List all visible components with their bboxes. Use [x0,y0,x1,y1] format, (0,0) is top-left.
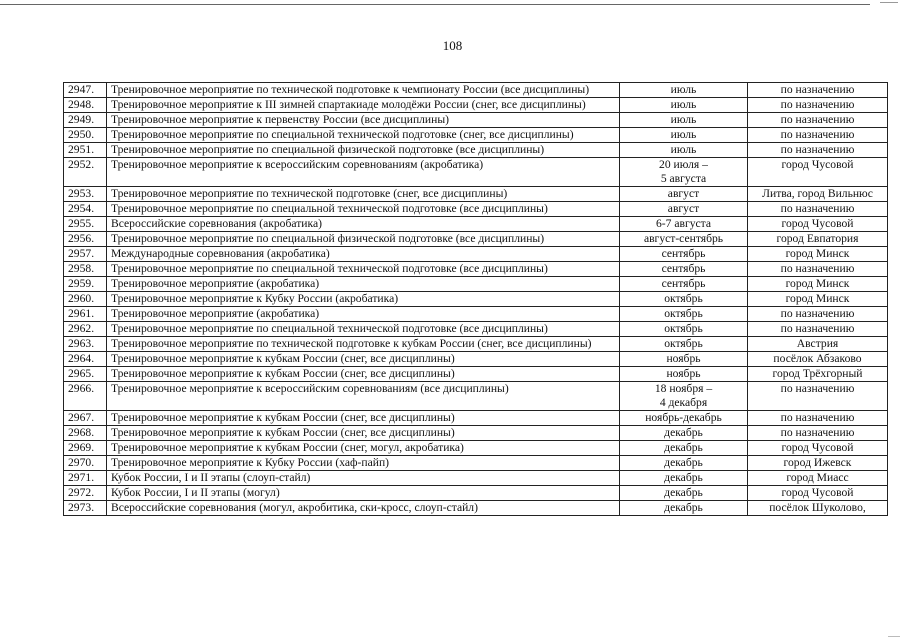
event-date: август-сентябрь [620,232,748,247]
event-date: декабрь [620,441,748,456]
event-date: июль [620,143,748,158]
event-place: посёлок Шуколово, [748,501,888,516]
event-date: декабрь [620,501,748,516]
event-place: по назначению [748,202,888,217]
event-place: по назначению [748,426,888,441]
corner-mark [880,0,905,4]
table-row [64,411,888,426]
event-place: по назначению [748,411,888,426]
event-date: сентябрь [620,262,748,277]
event-name: Тренировочное мероприятие по технической подготовке (снег, все дисциплины) [107,187,620,202]
row-number: 2955. [64,217,107,232]
event-place: город Чусовой [748,486,888,501]
table-row [64,501,888,516]
row-number: 2952. [64,158,107,187]
event-name: Тренировочное мероприятие по специальной технической подготовке (все дисциплины) [107,262,620,277]
event-place: Литва, город Вильнюс [748,187,888,202]
event-place: город Ижевск [748,456,888,471]
event-place: по назначению [748,113,888,128]
event-name: Тренировочное мероприятие к кубкам России (снег, все дисциплины) [107,411,620,426]
event-name: Тренировочное мероприятие к первенству России (все дисциплины) [107,113,620,128]
row-number: 2968. [64,426,107,441]
row-number: 2972. [64,486,107,501]
event-date: август [620,202,748,217]
row-number: 2956. [64,232,107,247]
table-row [64,352,888,367]
table-row [64,441,888,456]
row-number: 2957. [64,247,107,262]
event-date: ноябрь-декабрь [620,411,748,426]
event-date: октябрь [620,337,748,352]
event-place: посёлок Абзаково [748,352,888,367]
event-place: город Чусовой [748,217,888,232]
schedule-table [63,82,888,516]
row-number: 2953. [64,187,107,202]
event-place: город Евпатория [748,232,888,247]
event-place: по назначению [748,307,888,322]
row-number: 2958. [64,262,107,277]
row-number: 2967. [64,411,107,426]
row-number: 2949. [64,113,107,128]
row-number: 2950. [64,128,107,143]
event-place: по назначению [748,98,888,113]
event-date: ноябрь [620,367,748,382]
schedule-body [64,83,888,516]
row-number: 2962. [64,322,107,337]
row-number: 2964. [64,352,107,367]
event-date: 18 ноября – 4 декабря [620,382,748,411]
event-name: Тренировочное мероприятие к кубкам России (снег, все дисциплины) [107,367,620,382]
event-place: по назначению [748,382,888,411]
table-row [64,98,888,113]
event-name: Тренировочное мероприятие по специальной технической подготовке (все дисциплины) [107,322,620,337]
table-row [64,247,888,262]
table-row [64,486,888,501]
event-date: июль [620,128,748,143]
table-row [64,456,888,471]
table-row [64,143,888,158]
event-date: сентябрь [620,247,748,262]
event-name: Тренировочное мероприятие к кубкам России (снег, могул, акробатика) [107,441,620,456]
row-number: 2960. [64,292,107,307]
row-number: 2971. [64,471,107,486]
event-name: Тренировочное мероприятие по специальной технической подготовке (снег, все дисциплины) [107,128,620,143]
event-name: Тренировочное мероприятие к кубкам России (снег, все дисциплины) [107,426,620,441]
event-place: город Миасс [748,471,888,486]
page-number: 108 [442,38,463,53]
row-number: 2951. [64,143,107,158]
row-number: 2954. [64,202,107,217]
event-place: по назначению [748,83,888,98]
event-date: декабрь [620,486,748,501]
event-date: октябрь [620,307,748,322]
event-name: Тренировочное мероприятие к III зимней спартакиаде молодёжи России (снег, все дисциплины) [107,98,620,113]
event-name: Тренировочное мероприятие по специальной физической подготовке (все дисциплины) [107,143,620,158]
event-name: Тренировочное мероприятие по специальной технической подготовке (все дисциплины) [107,202,620,217]
event-place: по назначению [748,322,888,337]
row-number: 2966. [64,382,107,411]
table-row [64,367,888,382]
table-row [64,307,888,322]
event-name: Тренировочное мероприятие к Кубку России (акробатика) [107,292,620,307]
event-name: Тренировочное мероприятие к Кубку России (хаф-пайп) [107,456,620,471]
event-name: Тренировочное мероприятие к кубкам России (снег, все дисциплины) [107,352,620,367]
event-date: декабрь [620,456,748,471]
table-row [64,292,888,307]
event-date: сентябрь [620,277,748,292]
table-row [64,187,888,202]
event-date: 6-7 августа [620,217,748,232]
event-name: Тренировочное мероприятие по технической подготовке к кубкам России (снег, все дисциплины) [107,337,620,352]
event-place: по назначению [748,143,888,158]
event-place: город Минск [748,292,888,307]
row-number: 2970. [64,456,107,471]
top-rule [0,4,870,5]
row-number: 2959. [64,277,107,292]
event-date: 20 июля – 5 августа [620,158,748,187]
event-name: Тренировочное мероприятие (акробатика) [107,307,620,322]
event-date: декабрь [620,426,748,441]
event-date: октябрь [620,292,748,307]
event-place: город Чусовой [748,441,888,456]
event-place: по назначению [748,128,888,143]
event-date: август [620,187,748,202]
table-row [64,113,888,128]
event-name: Тренировочное мероприятие (акробатика) [107,277,620,292]
table-row [64,83,888,98]
table-row [64,322,888,337]
table-row [64,382,888,411]
event-name: Международные соревнования (акробатика) [107,247,620,262]
row-number: 2973. [64,501,107,516]
event-name: Всероссийские соревнования (могул, акробитика, ски-кросс, слоуп-стайл) [107,501,620,516]
event-name: Тренировочное мероприятие по технической подготовке к чемпионату России (все дисциплины) [107,83,620,98]
event-place: город Чусовой [748,158,888,187]
row-number: 2948. [64,98,107,113]
event-place: Австрия [748,337,888,352]
event-place: город Минск [748,247,888,262]
table-row [64,337,888,352]
event-date: октябрь [620,322,748,337]
scan-mark [888,636,900,637]
event-date: июль [620,83,748,98]
event-date: июль [620,113,748,128]
event-name: Тренировочное мероприятие к всероссийским соревнованиям (акробатика) [107,158,620,187]
event-place: город Трёхгорный [748,367,888,382]
row-number: 2947. [64,83,107,98]
event-place: город Минск [748,277,888,292]
event-name: Тренировочное мероприятие к всероссийским соревнованиям (все дисциплины) [107,382,620,411]
table-row [64,158,888,187]
table-row [64,232,888,247]
event-place: по назначению [748,262,888,277]
table-row [64,426,888,441]
event-name: Тренировочное мероприятие по специальной физической подготовке (все дисциплины) [107,232,620,247]
row-number: 2969. [64,441,107,456]
event-date: июль [620,98,748,113]
event-date: ноябрь [620,352,748,367]
table-row [64,128,888,143]
table-row [64,277,888,292]
table-row [64,262,888,277]
table-row [64,202,888,217]
event-name: Кубок России, I и II этапы (слоуп-стайл) [107,471,620,486]
event-name: Всероссийские соревнования (акробатика) [107,217,620,232]
event-date: декабрь [620,471,748,486]
table-row [64,471,888,486]
row-number: 2961. [64,307,107,322]
row-number: 2963. [64,337,107,352]
row-number: 2965. [64,367,107,382]
event-name: Кубок России, I и II этапы (могул) [107,486,620,501]
table-row [64,217,888,232]
